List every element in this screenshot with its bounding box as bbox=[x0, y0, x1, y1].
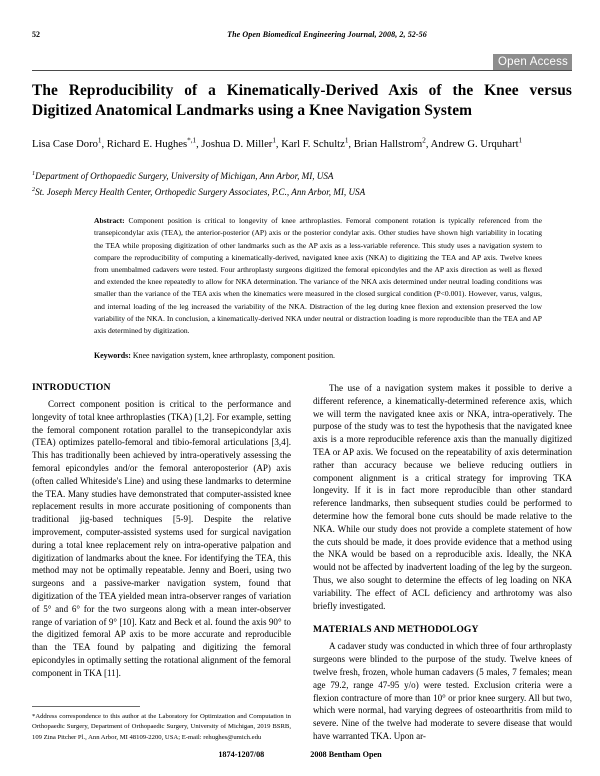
abstract-block bbox=[94, 215, 572, 363]
open-access-badge: Open Access bbox=[493, 54, 572, 71]
section-heading-introduction: INTRODUCTION bbox=[32, 381, 111, 393]
introduction-paragraph-1: Correct component position is critical to the performance and longevity of total knee arthroplasties (TKA) [1,2]. For example, setting the femoral component rotation parallel to the transepicondylar axis (TEA) optimizes patello-femoral and tibio-femoral articulations [3,4]. This has traditionally been achieved by intra-operatively assessing the femoral epicondyles and/or the femoral anteroposterior (AP) axis (often called Whiteside's Line) and using these landmarks to determine the TEA. Many studies have demonstrated that computer-assisted knee replacement results in more accurate positioning of components than traditional jig-based techniques [5-9]. Despite the relative improvement, computer-assisted systems used for surgical navigation during a total knee replacement rely on intra-operative palpation and digitization of landmarks about the knee. For identifying the TEA, this method may not be optimally repeatable. Jenny and Boeri, using two surgeons and a passive-marker navigation system, found that digitization of the TEA yielded mean intra-observer ranges of variation of 5° and 6° for the two surgeons along with a mean inter-observer range of variation of 9° [10]. Katz and Beck et al. found the axis 90° to the digitized femoral AP axis to be more accurate and reproducible than the TEA found by palpating and digitizing the femoral epicondyles in optimally setting the rotational alignment of the femoral component in TKA [11]. bbox=[32, 398, 291, 678]
affiliation-2: $^2$St. Joseph Mercy Health Center, Orthopedic Surgery Associates, P.C., Ann Arbor, MI, USA bbox=[32, 185, 366, 197]
publisher-label: 2008 Bentham Open bbox=[310, 750, 382, 759]
keywords-text: Knee navigation system, knee arthroplasty, component position. bbox=[132, 351, 336, 361]
section-heading-materials: MATERIALS AND METHODOLOGY bbox=[313, 624, 479, 636]
introduction-paragraph-2: The use of a navigation system makes it possible to derive a different reference, a kinematically-determined reference axis, which we will term the navigated knee axis or NKA, intra-operatively. The purpose of the study was to test the hypothesis that the navigated knee axis is a more reproducible reference axis than the manually digitized TEA or AP axis. We focused on the repeatability of axis determination rather than accuracy because we believe reducing outliers in component alignment is a critical strategy for improving TKA longevity. If it is in fact more reproducible than other standard reference landmarks, then subsequent studies could be performed to determine how the femoral bone cuts should be made relative to the NKA. While our study does not provide a complete statement of how the cuts should be made, it does provide evidence that a method using the NKA would be based on a reproducible axis. Ideally, the NKA would not be affected by inadvertent loading of the leg by the surgeon. Thus, we also sought to determine the effects of leg loading on NKA variability. The effect of ACL deficiency and arthrotomy was also briefly investigated. bbox=[313, 382, 572, 611]
footnote-divider bbox=[32, 706, 140, 707]
correspondence-footnote bbox=[32, 706, 291, 742]
issn-label: 1874-1207/08 bbox=[218, 750, 265, 759]
authors-names: Lisa Case Doro$^1$, Richard E. Hughes$^{*,1}$, Joshua D. Miller$^1$, Karl F. Schultz$^1$, Brian Hallstrom$^2$, Andrew G. Urquhart$^1$ bbox=[32, 136, 523, 151]
affiliation-1: $^1$Department of Orthopaedic Surgery, University of Michigan, Ann Arbor, MI, USA bbox=[32, 169, 334, 181]
materials-paragraph-1: A cadaver study was conducted in which three of four arthroplasty surgeons were blinded to the purpose of the study. Twelve knees of twelve fresh, frozen, whole human cadavers (5 males, 7 females; mean age 79.2, range 47-95 y/o) were tested. Exclusion criteria were a flexion contracture of more than 10° or prior knee surgery. All but two, which were normal, had varying degrees of osteoarthritis from mild to severe. Nine of the twelve had moderate to severe disease that would have warranted TKA. Upon ar- bbox=[313, 641, 572, 741]
body-columns bbox=[32, 382, 572, 743]
footnote-text: *Address correspondence to this author at the Laboratory for Optimization and Computation in Orthopaedic Surgery, Department of Orthopaedic Surgery, University of Michigan, 2019 BSRB, 109 Zina Pitcher Pl., Ann Arbor, MI 48109-2200, USA; E-mail: rehughes@umich.edu bbox=[32, 713, 291, 741]
right-column bbox=[313, 382, 572, 743]
keywords-paragraph bbox=[94, 350, 542, 363]
abstract-label: Abstract: bbox=[94, 216, 125, 226]
header-divider bbox=[32, 70, 572, 71]
running-head bbox=[32, 30, 572, 44]
affiliation-list bbox=[32, 168, 572, 200]
author-list bbox=[32, 137, 572, 152]
abstract-paragraph bbox=[94, 215, 542, 337]
left-column bbox=[32, 382, 291, 743]
page-title: The Reproducibility of a Kinematically-Derived Axis of the Knee versus Digitized Anatomical Landmarks using a Knee Navigation System bbox=[32, 82, 572, 119]
open-access-row bbox=[32, 54, 572, 70]
abstract-text: Component position is critical to longevity of knee arthroplasties. Femoral component rotation is typically referenced from the transepicondylar axis (TEA), the anterior-posterior (AP) axis or the posterior condylar axis. Other studies have shown high variability in locating the TEA while proposing digitization of other landmarks such as the AP axis as a less-variable reference. This study uses a navigation system to compare the reproducibility of computing a kinematically-derived, navigated knee axis (NKA) to digitizing the TEA and AP axis. Twelve knees from unembalmed cadavers were tested. Four arthroplasty surgeons digitized the femoral epicondyles and the AP axis direction as well as flexed and extended the knee repeatedly to allow for NKA determination. The variance of the NKA axis determined under neutral loading conditions was smaller than the variance of the TEA axis when the kinematics were measured in the closed surgical condition (P<0.001). However, varus, valgus, and internal loading of the leg increased the variability of the NKA. Distraction of the leg during knee flexion and extension preserved the low variability of the NKA. In conclusion, a kinematically-derived NKA under neutral or distraction loading is more reproducible than the TEA and AP axis determined by digitization. bbox=[94, 216, 542, 336]
page-number: 52 bbox=[32, 30, 40, 39]
keywords-label: Keywords: bbox=[94, 351, 131, 361]
journal-citation-line: The Open Biomedical Engineering Journal, 2008, 2, 52-56 bbox=[227, 30, 427, 39]
page-footer bbox=[0, 750, 600, 759]
